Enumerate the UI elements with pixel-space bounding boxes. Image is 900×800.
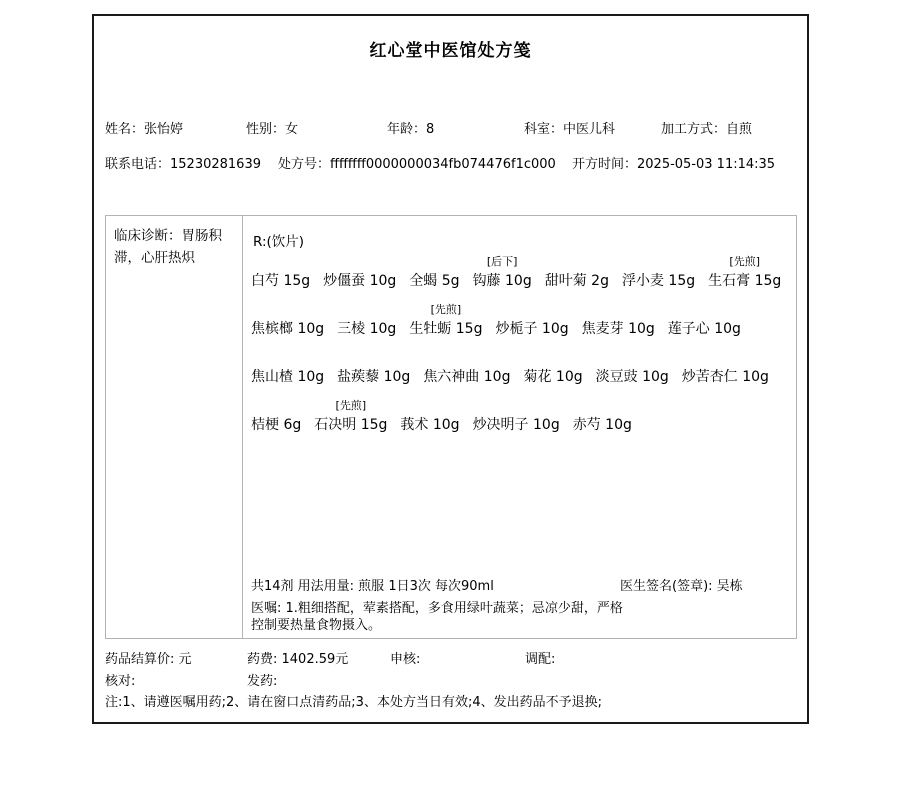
decoction-tag <box>251 350 324 366</box>
decoction-tag <box>337 302 396 318</box>
herb-item <box>473 254 532 290</box>
patient-name: 姓名：张怡婷 <box>105 122 184 137</box>
decoction-tag <box>682 350 769 366</box>
patient-age: 年龄：8 <box>387 122 435 137</box>
herb-item <box>668 302 741 338</box>
herb-name-dose: 生石膏 15g <box>708 273 782 289</box>
herb-item <box>473 398 560 434</box>
herb-item <box>251 350 324 386</box>
herb-name-dose: 桔梗 6g <box>251 417 302 433</box>
prescription-table <box>105 215 797 639</box>
herb-item <box>251 302 324 338</box>
decoction-tag <box>473 398 560 414</box>
herb-name-dose: 焦槟榔 10g <box>251 321 325 337</box>
herb-item <box>409 254 459 290</box>
herb-item <box>523 350 582 386</box>
herb-name-dose: 全蝎 5g <box>409 273 460 289</box>
settlement-price: 药品结算价: 元 <box>105 652 192 667</box>
herb-name-dose: 炒栀子 10g <box>495 321 569 337</box>
processing-method: 加工方式：自煎 <box>661 122 753 137</box>
herb-name-dose: 菊花 10g <box>523 369 583 385</box>
herb-item <box>337 302 396 338</box>
herb-name-dose: 赤芍 10g <box>572 417 632 433</box>
herb-item <box>337 350 410 386</box>
rx-header: R:(饮片) <box>253 234 305 250</box>
herb-name-dose: 炒僵蚕 10g <box>323 273 397 289</box>
herb-name-dose: 三棱 10g <box>337 321 397 337</box>
decoction-tag <box>337 350 410 366</box>
herb-item <box>545 254 609 290</box>
decoction-tag <box>573 398 632 414</box>
herb-item <box>400 398 459 434</box>
medical-advice-line1: 医嘱: 1.粗细搭配，荤素搭配，多食用绿叶蔬菜；忌凉少甜，严格 <box>251 601 623 616</box>
decoction-tag <box>323 254 396 270</box>
patient-department: 科室：中医儿科 <box>524 122 616 137</box>
decoction-tag: [后下] <box>486 255 518 268</box>
herb-line <box>251 398 792 434</box>
herb-item <box>495 302 568 338</box>
patient-phone: 联系电话：15230281639 <box>105 157 261 172</box>
clinical-diagnosis: 临床诊断：胃肠积滞，心肝热炽 <box>106 216 243 638</box>
herb-name-dose: 莲子心 10g <box>667 321 741 337</box>
herb-item <box>323 254 396 290</box>
herb-name-dose: 白芍 15g <box>251 273 311 289</box>
herb-item <box>251 254 310 290</box>
decoction-tag <box>400 398 459 414</box>
herb-name-dose: 淡豆豉 10g <box>595 369 669 385</box>
doctor-signature: 医生签名(签章): 吴栋 <box>620 579 743 594</box>
decoction-tag <box>251 398 301 414</box>
herb-name-dose: 炒决明子 10g <box>472 417 560 433</box>
herb-item <box>251 398 301 434</box>
herb-line <box>251 350 792 386</box>
dispense-field: 发药: <box>247 674 278 689</box>
herbs-cell <box>243 216 796 638</box>
herb-item <box>582 302 655 338</box>
herb-name-dose: 炒苦杏仁 10g <box>681 369 769 385</box>
check-field: 核对: <box>105 674 136 689</box>
herb-item <box>423 350 510 386</box>
herb-item <box>596 350 669 386</box>
herb-name-dose: 甜叶菊 2g <box>544 273 609 289</box>
herb-name-dose: 盐蒺藜 10g <box>337 369 411 385</box>
prescription-datetime: 开方时间：2025-05-03 11:14:35 <box>572 157 776 172</box>
herb-name-dose: 焦麦芽 10g <box>581 321 655 337</box>
herb-name-dose: 莪术 10g <box>400 417 460 433</box>
decoction-tag <box>251 302 324 318</box>
prepare-field: 调配: <box>525 652 556 667</box>
decoction-tag <box>495 302 568 318</box>
page-title: 红心堂中医馆处方笺 <box>369 41 532 61</box>
decoction-tag: [先煎] <box>335 399 367 412</box>
decoction-tag <box>545 254 609 270</box>
decoction-tag <box>582 302 655 318</box>
footer-note: 注:1、请遵医嘱用药;2、请在窗口点清药品;3、本处方当日有效;4、发出药品不予退换; <box>105 695 602 710</box>
herb-name-dose: 生牡蛎 15g <box>409 321 483 337</box>
decoction-tag <box>251 254 310 270</box>
herb-name-dose: 钩藤 10g <box>472 273 532 289</box>
decoction-tag <box>423 350 510 366</box>
prescription-number: 处方号：ffffffff0000000034fb074476f1c000 <box>278 157 556 172</box>
herb-item <box>314 398 387 434</box>
herb-name-dose: 焦六神曲 10g <box>423 369 511 385</box>
decoction-tag <box>409 254 459 270</box>
herb-name-dose: 浮小麦 15g <box>621 273 696 289</box>
patient-gender: 性别：女 <box>246 122 299 137</box>
herb-item <box>573 398 632 434</box>
herb-name-dose: 焦山楂 10g <box>251 369 325 385</box>
herb-line <box>251 254 792 290</box>
decoction-tag: [先煎] <box>729 255 760 268</box>
herb-item <box>409 302 482 338</box>
herb-item <box>708 254 781 290</box>
dosage-usage: 共14剂 用法用量: 煎服 1日3次 每次90ml <box>251 579 494 594</box>
herb-item <box>682 350 769 386</box>
herb-item <box>622 254 695 290</box>
medicine-fee: 药费: 1402.59元 <box>247 652 349 667</box>
decoction-tag <box>668 302 741 318</box>
decoction-tag <box>596 350 669 366</box>
decoction-tag <box>523 350 582 366</box>
decoction-tag <box>622 254 695 270</box>
herb-line <box>251 302 792 338</box>
decoction-tag: [先煎] <box>430 303 462 316</box>
herb-lines <box>251 254 792 446</box>
prescription-sheet <box>92 14 809 724</box>
review-field: 申核: <box>390 652 421 667</box>
medical-advice-line2: 控制要热量食物摄入。 <box>251 618 382 633</box>
herb-name-dose: 石决明 15g <box>314 417 388 433</box>
